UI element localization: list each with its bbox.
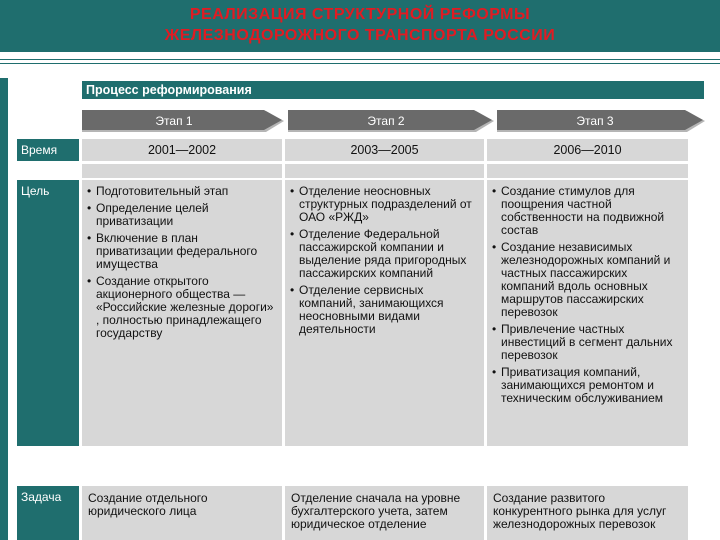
stage-1-arrow <box>82 110 286 134</box>
time-stage-2: 2003—2005 <box>285 139 484 161</box>
row-label-task: Задача <box>17 486 79 540</box>
row-label-goal: Цель <box>17 180 79 446</box>
header-rule-1 <box>0 59 720 60</box>
goal-item: • Создание стимулов для поощрения частной собственности на подвижной состав <box>492 185 682 237</box>
slide-header <box>0 0 720 52</box>
header-rule-2 <box>0 63 720 64</box>
stage-1-label: Этап 1 <box>155 114 193 128</box>
goal-item: • Привлечение частных инвестиций в сегмент дальних перевозок <box>492 323 682 362</box>
goal-item: • Приватизация компаний, занимающихся ремонтом и техническим обслуживанием <box>492 366 682 405</box>
goal-item: • Отделение Федеральной пассажирской компании и выделение ряда пригородных пассажирских компаний <box>290 228 478 280</box>
task-stage-1: Создание отдельного юридического лица <box>82 486 282 540</box>
spacer-cell <box>82 164 282 178</box>
stage-2-label: Этап 2 <box>367 114 405 128</box>
goal-stage-1 <box>82 180 282 446</box>
goal-item: • Создание открытого акционерного общества — «Российские железные дороги» , полностью принадлежащего государству <box>87 275 276 340</box>
goal-item: • Создание независимых железнодорожных компаний и частных пассажирских компаний вдоль основных маршрутов пассажирских перевозок <box>492 241 682 319</box>
goal-item: • Отделение неосновных структурных подразделений от ОАО «РЖД» <box>290 185 478 224</box>
goal-item: • Определение целей приватизации <box>87 202 276 228</box>
goal-stage-3 <box>487 180 688 446</box>
stage-3-label: Этап 3 <box>576 114 614 128</box>
task-stage-2: Отделение сначала на уровне бухгалтерского учета, затем юридическое отделение <box>285 486 484 540</box>
title-line-2: ЖЕЛЕЗНОДОРОЖНОГО ТРАНСПОРТА РОССИИ <box>164 27 556 44</box>
task-stage-3: Создание развитого конкурентного рынка для услуг железнодорожных перевозок <box>487 486 688 540</box>
spacer-cell <box>285 164 484 178</box>
process-banner: Процесс реформирования <box>82 81 704 99</box>
goal-stage-2 <box>285 180 484 446</box>
spacer-cell <box>487 164 688 178</box>
left-accent-bar <box>0 78 8 540</box>
title-line-1: РЕАЛИЗАЦИЯ СТРУКТУРНОЙ РЕФОРМЫ <box>189 6 531 23</box>
time-stage-1: 2001—2002 <box>82 139 282 161</box>
goal-item: • Включение в план приватизации федерального имущества <box>87 232 276 271</box>
time-stage-3: 2006—2010 <box>487 139 688 161</box>
goal-item: • Подготовительный этап <box>87 185 276 198</box>
row-label-time: Время <box>17 139 79 161</box>
stage-2-arrow <box>288 110 496 134</box>
stage-3-arrow <box>497 110 707 134</box>
goal-item: • Отделение сервисных компаний, занимающихся неосновными видами деятельности <box>290 284 478 336</box>
